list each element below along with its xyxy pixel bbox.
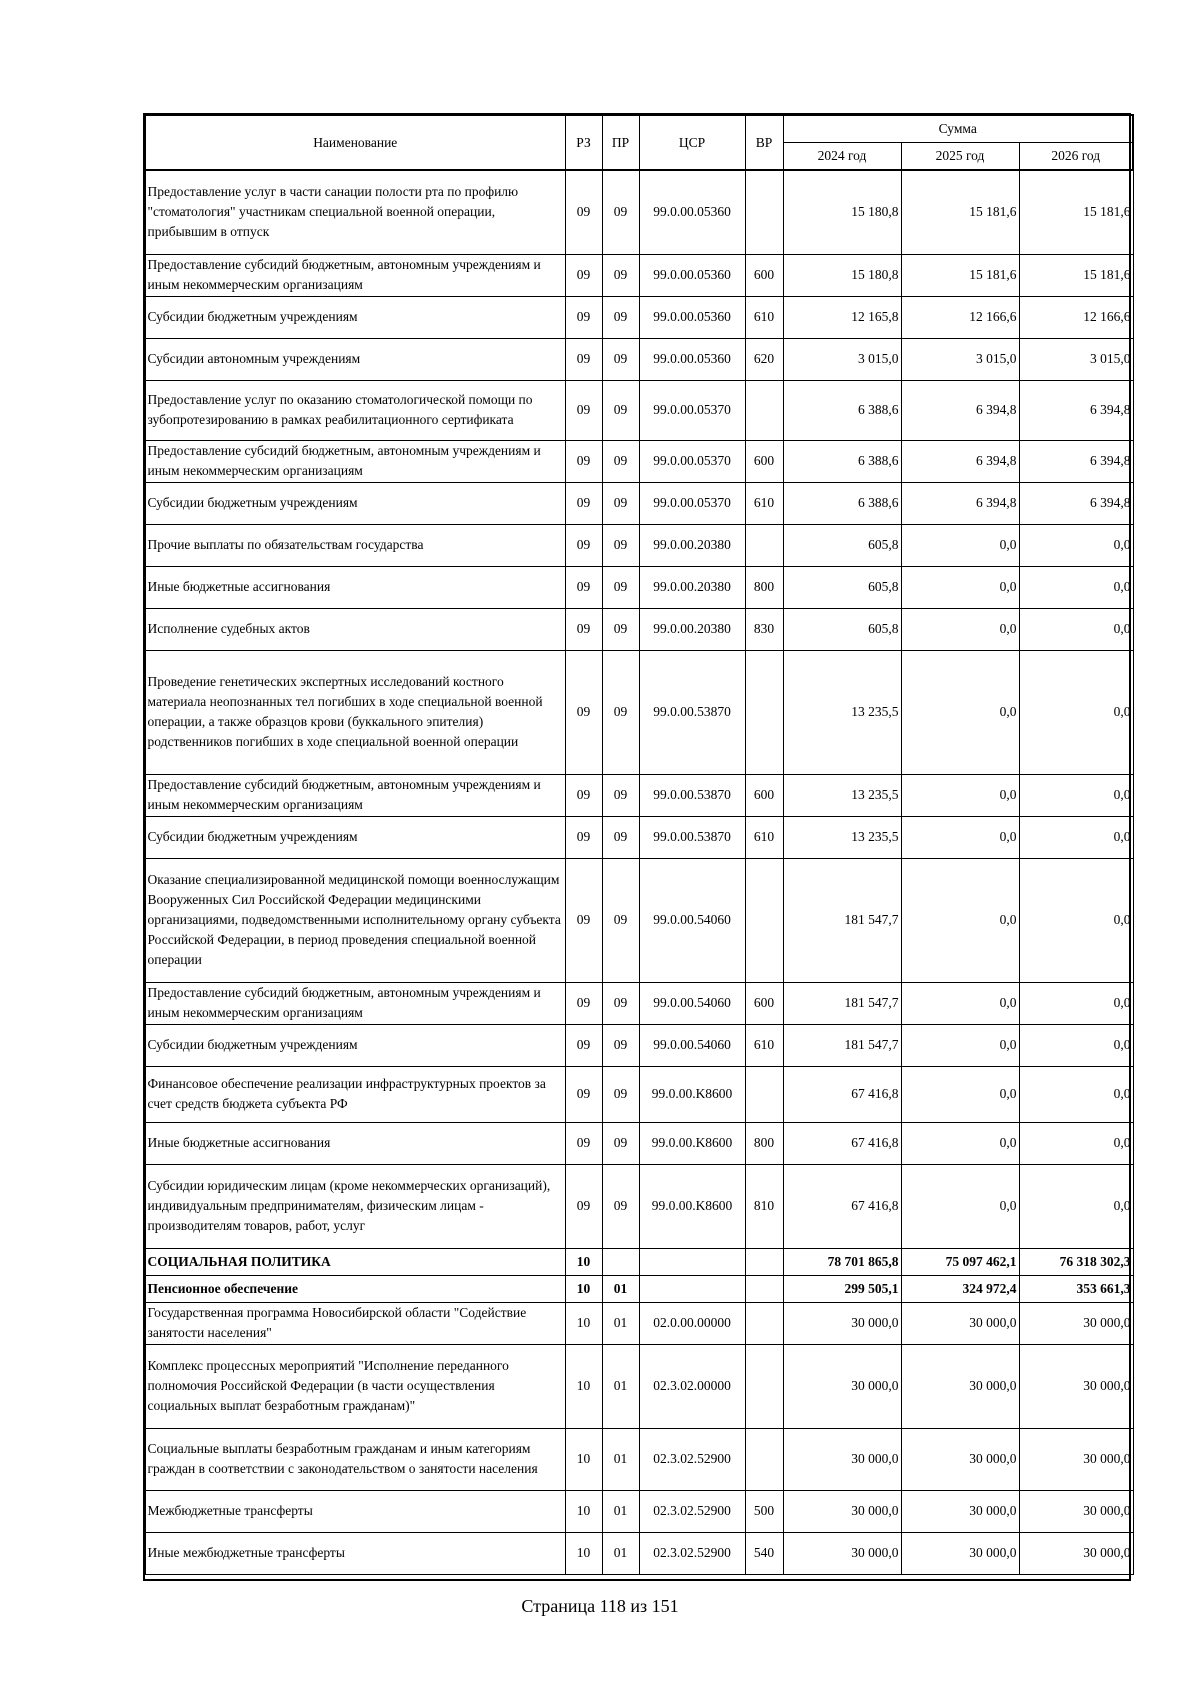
cell-name: Межбюджетные трансферты (145, 1490, 565, 1532)
cell-vr (745, 1248, 783, 1275)
table-row (145, 858, 1133, 982)
table-row (145, 440, 1133, 482)
cell-csr: 99.0.00.54060 (639, 858, 745, 982)
cell-2025: 0,0 (901, 982, 1019, 1024)
header-pr: ПР (602, 115, 639, 170)
cell-2024: 13 235,5 (783, 774, 901, 816)
cell-name: Субсидии бюджетным учреждениям (145, 482, 565, 524)
cell-pr: 01 (602, 1532, 639, 1574)
page-number: Страница 118 из 151 (521, 1596, 679, 1616)
table-row (145, 650, 1133, 774)
cell-2024: 12 165,8 (783, 296, 901, 338)
table-row (145, 1066, 1133, 1122)
budget-table (144, 114, 1134, 1575)
cell-pr: 01 (602, 1490, 639, 1532)
cell-vr: 600 (745, 254, 783, 296)
cell-vr (745, 858, 783, 982)
cell-2025: 0,0 (901, 1024, 1019, 1066)
cell-pr: 09 (602, 296, 639, 338)
cell-name: Оказание специализированной медицинской помощи военнослужащим Вооруженных Сил Российской Федерации медицинскими организациями, подведомственными исполнительному органу субъекта Российской Федерации, в период проведения специальной военной операции (145, 858, 565, 982)
cell-vr: 810 (745, 1164, 783, 1248)
cell-pr: 09 (602, 982, 639, 1024)
cell-2024: 605,8 (783, 524, 901, 566)
cell-rz: 10 (565, 1532, 602, 1574)
cell-2024: 30 000,0 (783, 1428, 901, 1490)
cell-2024: 6 388,6 (783, 380, 901, 440)
cell-name: Социальные выплаты безработным гражданам и иным категориям граждан в соответствии с законодательством о занятости населения (145, 1428, 565, 1490)
cell-pr: 09 (602, 650, 639, 774)
cell-rz: 09 (565, 1024, 602, 1066)
cell-2025: 0,0 (901, 774, 1019, 816)
table-row (145, 608, 1133, 650)
cell-2024: 6 388,6 (783, 440, 901, 482)
cell-csr: 99.0.00.54060 (639, 1024, 745, 1066)
cell-pr: 09 (602, 816, 639, 858)
cell-csr: 99.0.00.05370 (639, 440, 745, 482)
cell-name: Субсидии бюджетным учреждениям (145, 1024, 565, 1066)
cell-csr: 02.3.02.52900 (639, 1428, 745, 1490)
cell-vr: 610 (745, 296, 783, 338)
cell-2024: 605,8 (783, 608, 901, 650)
cell-name: Проведение генетических экспертных исследований костного материала неопознанных тел погибших в ходе специальной военной операции, а также образцов крови (буккального эпителия) родственников погибших в ходе специальной военной операции (145, 650, 565, 774)
cell-pr: 09 (602, 858, 639, 982)
cell-vr: 500 (745, 1490, 783, 1532)
cell-pr (602, 1248, 639, 1275)
cell-2025: 0,0 (901, 816, 1019, 858)
cell-2025: 30 000,0 (901, 1490, 1019, 1532)
cell-2026: 12 166,6 (1019, 296, 1133, 338)
cell-2025: 0,0 (901, 650, 1019, 774)
cell-csr (639, 1248, 745, 1275)
cell-2025: 30 000,0 (901, 1344, 1019, 1428)
header-sum: Сумма (783, 115, 1133, 142)
table-row (145, 1428, 1133, 1490)
cell-pr: 01 (602, 1302, 639, 1344)
cell-2025: 6 394,8 (901, 440, 1019, 482)
cell-rz: 09 (565, 254, 602, 296)
cell-2024: 6 388,6 (783, 482, 901, 524)
cell-2026: 0,0 (1019, 1164, 1133, 1248)
cell-vr (745, 1275, 783, 1302)
cell-2026: 30 000,0 (1019, 1490, 1133, 1532)
cell-vr (745, 1428, 783, 1490)
cell-2026: 30 000,0 (1019, 1428, 1133, 1490)
header-year-2025: 2025 год (901, 142, 1019, 170)
cell-vr: 830 (745, 608, 783, 650)
cell-2025: 0,0 (901, 608, 1019, 650)
cell-2024: 181 547,7 (783, 1024, 901, 1066)
cell-2025: 0,0 (901, 1122, 1019, 1164)
cell-2026: 353 661,3 (1019, 1275, 1133, 1302)
cell-name: Субсидии бюджетным учреждениям (145, 816, 565, 858)
cell-2025: 30 000,0 (901, 1302, 1019, 1344)
cell-pr: 01 (602, 1428, 639, 1490)
cell-pr: 09 (602, 482, 639, 524)
cell-2024: 15 180,8 (783, 170, 901, 254)
cell-2024: 78 701 865,8 (783, 1248, 901, 1275)
cell-name: Комплекс процессных мероприятий "Исполнение переданного полномочия Российской Федерации (в части осуществления социальных выплат безработным гражданам)" (145, 1344, 565, 1428)
table-row (145, 1302, 1133, 1344)
cell-vr: 600 (745, 440, 783, 482)
cell-vr (745, 524, 783, 566)
table-row (145, 1164, 1133, 1248)
cell-rz: 09 (565, 440, 602, 482)
cell-csr: 02.3.02.00000 (639, 1344, 745, 1428)
cell-2024: 605,8 (783, 566, 901, 608)
cell-2025: 0,0 (901, 1164, 1019, 1248)
cell-csr: 99.0.00.20380 (639, 608, 745, 650)
cell-rz: 09 (565, 650, 602, 774)
cell-2026: 0,0 (1019, 1066, 1133, 1122)
cell-pr: 01 (602, 1275, 639, 1302)
cell-csr: 99.0.00.05360 (639, 338, 745, 380)
table-row (145, 170, 1133, 254)
table-row (145, 296, 1133, 338)
table-row (145, 1490, 1133, 1532)
table-row (145, 982, 1133, 1024)
cell-name: Предоставление услуг в части санации полости рта по профилю "стоматология" участникам специальной военной операции, прибывшим в отпуск (145, 170, 565, 254)
cell-2025: 0,0 (901, 1066, 1019, 1122)
table-row (145, 1248, 1133, 1275)
cell-vr (745, 170, 783, 254)
cell-pr: 09 (602, 1164, 639, 1248)
table-row (145, 1532, 1133, 1574)
cell-pr: 09 (602, 524, 639, 566)
cell-name: Предоставление субсидий бюджетным, автономным учреждениям и иным некоммерческим организациям (145, 982, 565, 1024)
cell-2025: 12 166,6 (901, 296, 1019, 338)
cell-rz: 10 (565, 1428, 602, 1490)
cell-rz: 09 (565, 1164, 602, 1248)
cell-rz: 10 (565, 1302, 602, 1344)
cell-2024: 181 547,7 (783, 982, 901, 1024)
cell-pr: 01 (602, 1344, 639, 1428)
cell-name: Прочие выплаты по обязательствам государства (145, 524, 565, 566)
cell-2026: 0,0 (1019, 608, 1133, 650)
cell-pr: 09 (602, 338, 639, 380)
cell-pr: 09 (602, 774, 639, 816)
table-row (145, 524, 1133, 566)
cell-2026: 15 181,6 (1019, 170, 1133, 254)
cell-rz: 09 (565, 566, 602, 608)
cell-name: Предоставление субсидий бюджетным, автономным учреждениям и иным некоммерческим организациям (145, 440, 565, 482)
cell-vr: 610 (745, 816, 783, 858)
cell-name: Предоставление субсидий бюджетным, автономным учреждениям и иным некоммерческим организациям (145, 774, 565, 816)
header-year-2026: 2026 год (1019, 142, 1133, 170)
cell-2024: 67 416,8 (783, 1066, 901, 1122)
cell-csr (639, 1275, 745, 1302)
cell-pr: 09 (602, 1024, 639, 1066)
cell-2026: 30 000,0 (1019, 1302, 1133, 1344)
cell-csr: 99.0.00.K8600 (639, 1066, 745, 1122)
cell-2026: 0,0 (1019, 982, 1133, 1024)
table-header (145, 115, 1133, 170)
cell-pr: 09 (602, 566, 639, 608)
cell-2026: 76 318 302,3 (1019, 1248, 1133, 1275)
cell-name: Предоставление услуг по оказанию стоматологической помощи по зубопротезированию в рамках реабилитационного сертификата (145, 380, 565, 440)
cell-name: Иные межбюджетные трансферты (145, 1532, 565, 1574)
cell-2024: 30 000,0 (783, 1302, 901, 1344)
cell-2026: 0,0 (1019, 650, 1133, 774)
cell-csr: 99.0.00.K8600 (639, 1164, 745, 1248)
cell-vr: 600 (745, 982, 783, 1024)
cell-csr: 02.0.00.00000 (639, 1302, 745, 1344)
cell-2026: 30 000,0 (1019, 1532, 1133, 1574)
cell-rz: 09 (565, 170, 602, 254)
cell-rz: 09 (565, 1066, 602, 1122)
cell-csr: 99.0.00.53870 (639, 650, 745, 774)
cell-rz: 09 (565, 982, 602, 1024)
cell-vr (745, 1302, 783, 1344)
cell-vr (745, 650, 783, 774)
cell-vr: 610 (745, 482, 783, 524)
cell-2024: 299 505,1 (783, 1275, 901, 1302)
table-row (145, 1275, 1133, 1302)
cell-vr: 800 (745, 1122, 783, 1164)
table-row (145, 482, 1133, 524)
cell-csr: 99.0.00.54060 (639, 982, 745, 1024)
cell-2025: 324 972,4 (901, 1275, 1019, 1302)
cell-csr: 02.3.02.52900 (639, 1490, 745, 1532)
cell-2025: 3 015,0 (901, 338, 1019, 380)
table-body (145, 170, 1133, 1574)
cell-2024: 3 015,0 (783, 338, 901, 380)
cell-name: Предоставление субсидий бюджетным, автономным учреждениям и иным некоммерческим организациям (145, 254, 565, 296)
cell-2024: 13 235,5 (783, 650, 901, 774)
cell-name: СОЦИАЛЬНАЯ ПОЛИТИКА (145, 1248, 565, 1275)
cell-2025: 6 394,8 (901, 380, 1019, 440)
cell-name: Финансовое обеспечение реализации инфраструктурных проектов за счет средств бюджета субъекта РФ (145, 1066, 565, 1122)
cell-pr: 09 (602, 440, 639, 482)
cell-rz: 09 (565, 774, 602, 816)
cell-2026: 0,0 (1019, 816, 1133, 858)
cell-name: Субсидии автономным учреждениям (145, 338, 565, 380)
cell-name: Пенсионное обеспечение (145, 1275, 565, 1302)
cell-2026: 30 000,0 (1019, 1344, 1133, 1428)
cell-csr: 99.0.00.05360 (639, 254, 745, 296)
cell-pr: 09 (602, 254, 639, 296)
header-vr: ВР (745, 115, 783, 170)
cell-vr: 620 (745, 338, 783, 380)
cell-pr: 09 (602, 608, 639, 650)
cell-rz: 10 (565, 1248, 602, 1275)
cell-vr: 540 (745, 1532, 783, 1574)
cell-2026: 6 394,8 (1019, 440, 1133, 482)
cell-2026: 0,0 (1019, 566, 1133, 608)
cell-csr: 99.0.00.53870 (639, 816, 745, 858)
cell-2026: 15 181,6 (1019, 254, 1133, 296)
cell-rz: 09 (565, 1122, 602, 1164)
cell-vr: 610 (745, 1024, 783, 1066)
cell-rz: 09 (565, 338, 602, 380)
cell-2024: 30 000,0 (783, 1344, 901, 1428)
cell-csr: 99.0.00.05370 (639, 380, 745, 440)
cell-vr (745, 1066, 783, 1122)
cell-csr: 99.0.00.K8600 (639, 1122, 745, 1164)
cell-rz: 09 (565, 608, 602, 650)
cell-pr: 09 (602, 380, 639, 440)
cell-csr: 99.0.00.05360 (639, 296, 745, 338)
header-rz: РЗ (565, 115, 602, 170)
cell-csr: 99.0.00.05370 (639, 482, 745, 524)
cell-csr: 02.3.02.52900 (639, 1532, 745, 1574)
cell-2025: 6 394,8 (901, 482, 1019, 524)
cell-pr: 09 (602, 1122, 639, 1164)
table-row (145, 254, 1133, 296)
cell-csr: 99.0.00.05360 (639, 170, 745, 254)
cell-pr: 09 (602, 170, 639, 254)
table-row (145, 1344, 1133, 1428)
cell-rz: 09 (565, 482, 602, 524)
cell-2024: 30 000,0 (783, 1490, 901, 1532)
header-csr: ЦСР (639, 115, 745, 170)
cell-2024: 30 000,0 (783, 1532, 901, 1574)
cell-vr (745, 1344, 783, 1428)
cell-vr (745, 380, 783, 440)
cell-name: Иные бюджетные ассигнования (145, 566, 565, 608)
cell-csr: 99.0.00.53870 (639, 774, 745, 816)
cell-rz: 09 (565, 816, 602, 858)
cell-name: Субсидии юридическим лицам (кроме некоммерческих организаций), индивидуальным предпринимателям, физическим лицам - производителям товаров, работ, услуг (145, 1164, 565, 1248)
cell-2025: 0,0 (901, 524, 1019, 566)
cell-2026: 0,0 (1019, 1024, 1133, 1066)
cell-rz: 09 (565, 524, 602, 566)
cell-2024: 15 180,8 (783, 254, 901, 296)
table-row (145, 816, 1133, 858)
cell-2026: 6 394,8 (1019, 482, 1133, 524)
cell-vr: 800 (745, 566, 783, 608)
cell-name: Иные бюджетные ассигнования (145, 1122, 565, 1164)
cell-rz: 09 (565, 296, 602, 338)
cell-rz: 10 (565, 1490, 602, 1532)
cell-csr: 99.0.00.20380 (639, 566, 745, 608)
table-row (145, 566, 1133, 608)
cell-name: Исполнение судебных актов (145, 608, 565, 650)
cell-2024: 181 547,7 (783, 858, 901, 982)
cell-2026: 6 394,8 (1019, 380, 1133, 440)
table-row (145, 1024, 1133, 1066)
cell-2025: 30 000,0 (901, 1532, 1019, 1574)
cell-rz: 10 (565, 1344, 602, 1428)
table-row (145, 1122, 1133, 1164)
cell-vr: 600 (745, 774, 783, 816)
cell-name: Субсидии бюджетным учреждениям (145, 296, 565, 338)
cell-name: Государственная программа Новосибирской области "Содействие занятости населения" (145, 1302, 565, 1344)
table-row (145, 774, 1133, 816)
cell-2025: 0,0 (901, 566, 1019, 608)
cell-2026: 3 015,0 (1019, 338, 1133, 380)
cell-rz: 09 (565, 380, 602, 440)
cell-2024: 67 416,8 (783, 1164, 901, 1248)
cell-2025: 75 097 462,1 (901, 1248, 1019, 1275)
cell-2026: 0,0 (1019, 1122, 1133, 1164)
cell-rz: 09 (565, 858, 602, 982)
cell-2026: 0,0 (1019, 524, 1133, 566)
table-row (145, 380, 1133, 440)
cell-2026: 0,0 (1019, 858, 1133, 982)
header-name: Наименование (145, 115, 565, 170)
cell-2025: 15 181,6 (901, 170, 1019, 254)
cell-rz: 10 (565, 1275, 602, 1302)
cell-2025: 0,0 (901, 858, 1019, 982)
cell-pr: 09 (602, 1066, 639, 1122)
cell-2024: 67 416,8 (783, 1122, 901, 1164)
cell-2024: 13 235,5 (783, 816, 901, 858)
cell-2025: 30 000,0 (901, 1428, 1019, 1490)
cell-2026: 0,0 (1019, 774, 1133, 816)
cell-csr: 99.0.00.20380 (639, 524, 745, 566)
table-row (145, 338, 1133, 380)
cell-2025: 15 181,6 (901, 254, 1019, 296)
header-year-2024: 2024 год (783, 142, 901, 170)
